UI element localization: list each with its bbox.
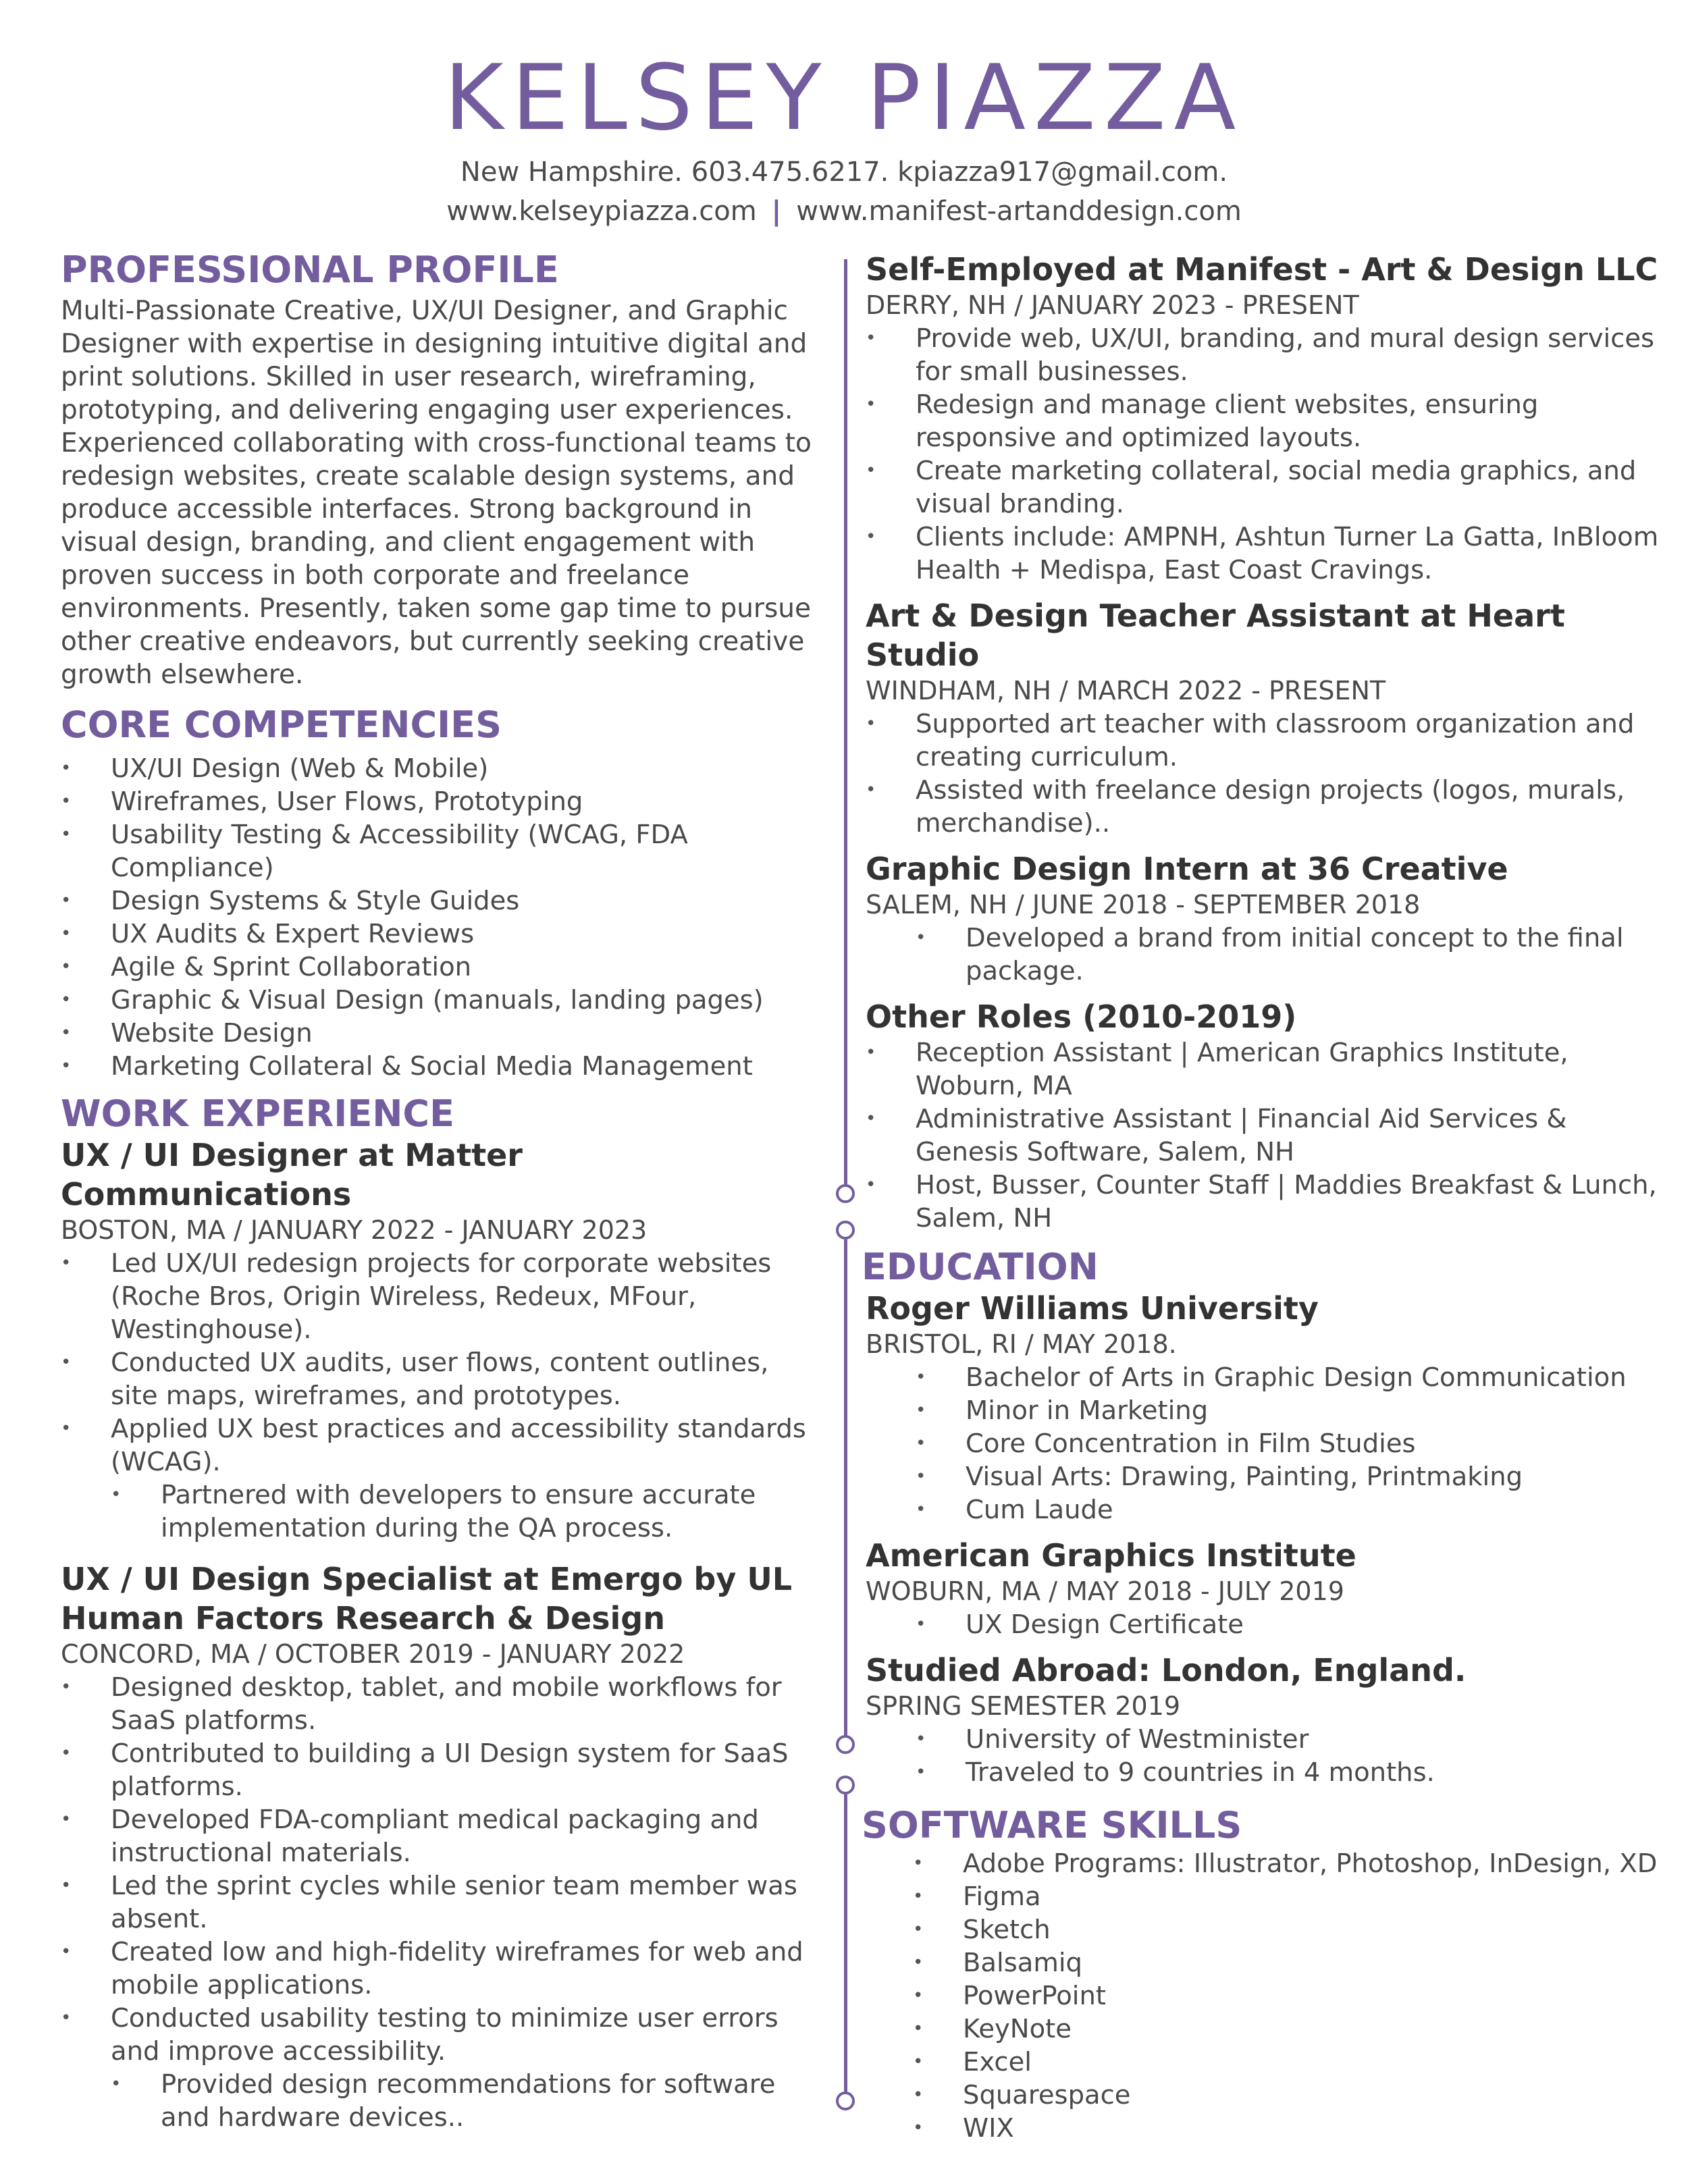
- timeline-line: [844, 259, 847, 1194]
- job-sub-bullets: [61, 1479, 817, 1545]
- list-item: • Led UX/UI redesign projects for corporate websites (Roche Bros, Origin Wireless, Redeux, MFour, Westinghouse).: [111, 1247, 817, 1346]
- list-item: • Balsamiq: [963, 1946, 1662, 1979]
- list-item: • Provided design recommendations for software and hardware devices..: [161, 2068, 817, 2134]
- software-list: [863, 1847, 1662, 2145]
- list-item: • Create marketing collateral, social media graphics, and visual branding.: [916, 454, 1662, 521]
- list-item: • Traveled to 9 countries in 4 months.: [966, 1756, 1662, 1789]
- job-bullets: [866, 1036, 1662, 1235]
- competencies-heading: CORE COMPETENCIES: [61, 703, 502, 746]
- list-item: • Led the sprint cycles while senior team member was absent.: [111, 1869, 817, 1936]
- job-title: Self-Employed at Manifest - Art & Design LLC: [866, 251, 1658, 288]
- profile-heading: PROFESSIONAL PROFILE: [61, 248, 559, 291]
- right-column: [862, 250, 1662, 2145]
- list-item: • Assisted with freelance design projects (logos, murals, merchandise)..: [916, 774, 1662, 840]
- list-item: • Agile & Sprint Collaboration: [111, 951, 817, 984]
- timeline-node: [836, 1184, 855, 1203]
- job-meta: CONCORD, MA / OCTOBER 2019 - JANUARY 2022: [61, 1639, 685, 1669]
- profile-summary: Multi-Passionate Creative, UX/UI Designer, and Graphic Designer with expertise in designing intuitive digital and print solutions. Skilled in user research, wireframing, prototyping, and delivering engaging user experiences. Experienced collaborating with cross-functional teams to redesign websites, create scalable design systems, and produce accessible interfaces. Strong background in visual design, branding, and client engagement with proven success in both corporate and freelance environments. Presently, taken some gap time to pursue other creative endeavors, but currently seeking creative growth elsewhere.: [61, 296, 812, 690]
- work-heading: WORK EXPERIENCE: [61, 1092, 454, 1135]
- job-bullets: [61, 1247, 817, 1479]
- contact-line: New Hampshire. 603.475.6217. kpiazza917@gmail.com.: [460, 157, 1228, 188]
- list-item: • Squarespace: [963, 2079, 1662, 2112]
- school-items: [866, 1361, 1662, 1526]
- list-item: • Adobe Programs: Illustrator, Photoshop, InDesign, XD: [963, 1847, 1662, 1880]
- list-item: • UX Audits & Expert Reviews: [111, 917, 817, 951]
- software-heading: SOFTWARE SKILLS: [862, 1804, 1242, 1846]
- job-sub-bullets: [866, 922, 1662, 988]
- list-item: • Host, Busser, Counter Staff | Maddies Breakfast & Lunch, Salem, NH: [916, 1169, 1662, 1235]
- timeline-node: [836, 1735, 855, 1754]
- job-title: Graphic Design Intern at 36 Creative: [866, 851, 1508, 887]
- list-item: • Conducted usability testing to minimize user errors and improve accessibility.: [111, 2002, 817, 2068]
- list-item: • Redesign and manage client websites, ensuring responsive and optimized layouts.: [916, 388, 1662, 454]
- list-item: • WIX: [963, 2112, 1662, 2145]
- list-item: • Bachelor of Arts in Graphic Design Communication: [966, 1361, 1662, 1394]
- website-link-personal[interactable]: www.kelseypiazza.com: [446, 196, 757, 227]
- list-item: • Marketing Collateral & Social Media Management: [111, 1050, 817, 1083]
- list-item: • Supported art teacher with classroom organization and creating curriculum.: [916, 708, 1662, 774]
- website-link-manifest[interactable]: www.manifest-artanddesign.com: [796, 196, 1242, 227]
- list-item: • Website Design: [111, 1017, 817, 1050]
- list-item: • University of Westminister: [966, 1723, 1662, 1756]
- job-title: Art & Design Teacher Assistant at Heart Studio: [866, 597, 1565, 673]
- list-item: • Figma: [963, 1880, 1662, 1913]
- list-item: • Developed a brand from initial concept to the final package.: [966, 922, 1662, 988]
- school-meta: BRISTOL, RI / MAY 2018.: [866, 1329, 1177, 1359]
- school-items: [866, 1723, 1662, 1789]
- education-heading: EDUCATION: [862, 1246, 1099, 1288]
- list-item: • Created low and high-fidelity wireframes for web and mobile applications.: [111, 1936, 817, 2002]
- school-meta: WOBURN, MA / MAY 2018 - JULY 2019: [866, 1576, 1344, 1606]
- list-item: • Applied UX best practices and accessibility standards (WCAG).: [111, 1412, 817, 1479]
- school-name: Studied Abroad: London, England.: [866, 1652, 1467, 1688]
- list-item: • Wireframes, User Flows, Prototyping: [111, 785, 817, 818]
- job-meta: BOSTON, MA / JANUARY 2022 - JANUARY 2023: [61, 1215, 648, 1245]
- timeline-node: [836, 2092, 855, 2110]
- list-item: • Sketch: [963, 1913, 1662, 1946]
- job-bullets: [866, 708, 1662, 840]
- list-item: • Partnered with developers to ensure accurate implementation during the QA process.: [161, 1479, 817, 1545]
- list-item: • Excel: [963, 2046, 1662, 2079]
- list-item: • Conducted UX audits, user flows, content outlines, site maps, wireframes, and prototypes.: [111, 1346, 817, 1412]
- job-title: UX / UI Design Specialist at Emergo by UL Human Factors Research & Design: [61, 1561, 793, 1636]
- list-item: • Design Systems & Style Guides: [111, 884, 817, 917]
- timeline-node: [836, 1776, 855, 1794]
- school-name: Roger Williams University: [866, 1290, 1319, 1327]
- list-item: • Minor in Marketing: [966, 1394, 1662, 1427]
- school-items: [866, 1608, 1662, 1641]
- list-item: • Visual Arts: Drawing, Painting, Printmaking: [966, 1460, 1662, 1493]
- list-item: • UX/UI Design (Web & Mobile): [111, 752, 817, 785]
- left-column: [61, 248, 817, 2134]
- list-item: • Contributed to building a UI Design system for SaaS platforms.: [111, 1737, 817, 1803]
- job-meta: DERRY, NH / JANUARY 2023 - PRESENT: [866, 290, 1359, 320]
- website-line: [0, 196, 1688, 227]
- list-item: • UX Design Certificate: [966, 1608, 1662, 1641]
- timeline-node: [836, 1221, 855, 1240]
- job-bullets: [61, 1671, 817, 2068]
- website-separator: |: [771, 196, 782, 227]
- list-item: • Graphic & Visual Design (manuals, landing pages): [111, 984, 817, 1017]
- job-meta: WINDHAM, NH / MARCH 2022 - PRESENT: [866, 676, 1386, 705]
- list-item: • Cum Laude: [966, 1493, 1662, 1526]
- resume-name: KELSEY PIAZZA: [444, 45, 1244, 151]
- list-item: • Developed FDA-compliant medical packaging and instructional materials.: [111, 1803, 817, 1869]
- competencies-list: [61, 752, 817, 1083]
- list-item: • KeyNote: [963, 2013, 1662, 2046]
- list-item: • Reception Assistant | American Graphics Institute, Woburn, MA: [916, 1036, 1662, 1102]
- school-meta: SPRING SEMESTER 2019: [866, 1691, 1181, 1721]
- job-title: UX / UI Designer at Matter Communications: [61, 1137, 523, 1213]
- list-item: • Provide web, UX/UI, branding, and mural design services for small businesses.: [916, 322, 1662, 388]
- job-title: Other Roles (2010-2019): [866, 998, 1297, 1035]
- list-item: • Usability Testing & Accessibility (WCAG, FDA Compliance): [111, 818, 817, 884]
- job-bullets: [866, 322, 1662, 587]
- timeline-line: [844, 1240, 847, 1739]
- timeline-line: [844, 1794, 847, 2096]
- list-item: • Designed desktop, tablet, and mobile workflows for SaaS platforms.: [111, 1671, 817, 1737]
- list-item: • Administrative Assistant | Financial Aid Services & Genesis Software, Salem, NH: [916, 1102, 1662, 1169]
- list-item: • Clients include: AMPNH, Ashtun Turner La Gatta, InBloom Health + Medispa, East Coast Cravings.: [916, 521, 1662, 587]
- job-meta: SALEM, NH / JUNE 2018 - SEPTEMBER 2018: [866, 890, 1421, 920]
- list-item: • PowerPoint: [963, 1979, 1662, 2013]
- job-sub-bullets: [61, 2068, 817, 2134]
- list-item: • Core Concentration in Film Studies: [966, 1427, 1662, 1460]
- school-name: American Graphics Institute: [866, 1537, 1356, 1574]
